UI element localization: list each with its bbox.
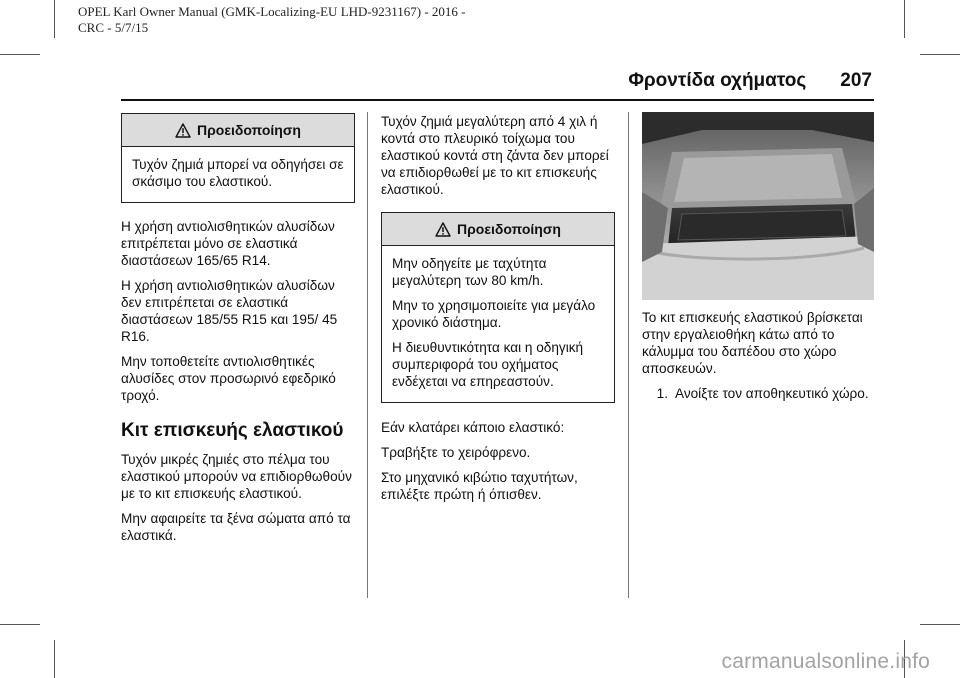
paragraph: Η χρήση αντιολισθητικών αλυσίδων δεν επιτρέπεται σε ελαστικά διαστάσεων 185/55 R15 και 195/ 45 R16. (121, 278, 338, 344)
watermark: carmanualsonline.info (721, 650, 930, 673)
warning-title: Προειδοποίηση (457, 220, 561, 237)
warning-box (121, 113, 355, 203)
paragraph: Τυχόν μικρές ζημιές στο πέλμα του ελαστικού μπορούν να επιδιορθωθούν με το κιτ επισκευής ελαστικού. (121, 452, 352, 501)
steps-list (642, 385, 876, 402)
trunk-photo (642, 112, 874, 300)
column-divider (628, 112, 629, 598)
warning-text: Μην το χρησιμοποιείτε για μεγάλο χρονικό διάστημα. (392, 298, 596, 330)
document-meta (78, 4, 466, 36)
paragraph: Στο μηχανικό κιβώτιο ταχυτήτων, επιλέξτε πρώτη ή όπισθεν. (381, 470, 578, 502)
paragraph: Το κιτ επισκευής ελαστικού βρίσκεται στην εργαλειοθήκη κάτω από το κάλυμμα του δαπέδου στο χώρο αποσκευών. (642, 310, 863, 376)
crop-mark (920, 54, 960, 55)
paragraph: Μην αφαιρείτε τα ξένα σώματα από τα ελαστικά. (121, 511, 351, 543)
crop-mark (0, 54, 40, 55)
column-divider (367, 112, 368, 598)
page-header (628, 70, 872, 92)
warning-body (122, 147, 354, 202)
column-2 (381, 113, 615, 511)
list-item (642, 385, 876, 402)
section-heading: Κιτ επισκευής ελαστικού (121, 420, 344, 441)
crop-mark (54, 640, 55, 678)
step-number: 1. (656, 386, 668, 401)
paragraph: Τυχόν ζημιά μεγαλύτερη από 4 χιλ ή κοντά στο πλευρικό τοίχωμα του ελαστικού κοντά στη ζάντα δεν μπορεί να επιδιορθωθεί με το κιτ επισκευής ελαστικού. (381, 114, 609, 197)
paragraph: Η χρήση αντιολισθητικών αλυσίδων επιτρέπεται μόνο σε ελαστικά διαστάσεων 165/65 R14. (121, 219, 335, 268)
column-1 (121, 113, 355, 552)
warning-text: Τυχόν ζημιά μπορεί να οδηγήσει σε σκάσιμο του ελαστικού. (132, 157, 344, 189)
meta-line-1: OPEL Karl Owner Manual (GMK-Localizing-EU LHD-9231167) - 2016 - (78, 4, 466, 19)
warning-text: Η διευθυντικότητα και η οδηγική συμπεριφορά του οχήματος ενδέχεται να επηρεαστούν. (392, 340, 584, 389)
crop-mark (904, 0, 905, 38)
warning-body (382, 246, 614, 402)
header-rule (121, 99, 874, 101)
crop-mark (54, 0, 55, 38)
crop-mark (920, 624, 960, 625)
step-text: Ανοίξτε τον αποθηκευτικό χώρο. (675, 386, 869, 401)
column-3 (642, 309, 876, 402)
warning-triangle-icon (175, 123, 191, 138)
warning-text: Μην οδηγείτε με ταχύτητα μεγαλύτερη των 80 km/h. (392, 256, 547, 288)
paragraph: Τραβήξτε το χειρόφρενο. (381, 445, 531, 460)
warning-header (122, 114, 354, 147)
warning-triangle-icon (435, 222, 451, 237)
warning-box (381, 212, 615, 403)
page-number: 207 (840, 70, 872, 91)
section-title: Φροντίδα οχήματος (628, 70, 807, 91)
crop-mark (0, 624, 40, 625)
meta-line-2: CRC - 5/7/15 (78, 20, 149, 35)
warning-title: Προειδοποίηση (197, 121, 301, 138)
warning-header (382, 213, 614, 246)
paragraph: Εάν κλατάρει κάποιο ελαστικό: (381, 420, 565, 435)
paragraph: Μην τοποθετείτε αντιολισθητικές αλυσίδες στον προσωρινό εφεδρικό τροχό. (121, 354, 336, 403)
